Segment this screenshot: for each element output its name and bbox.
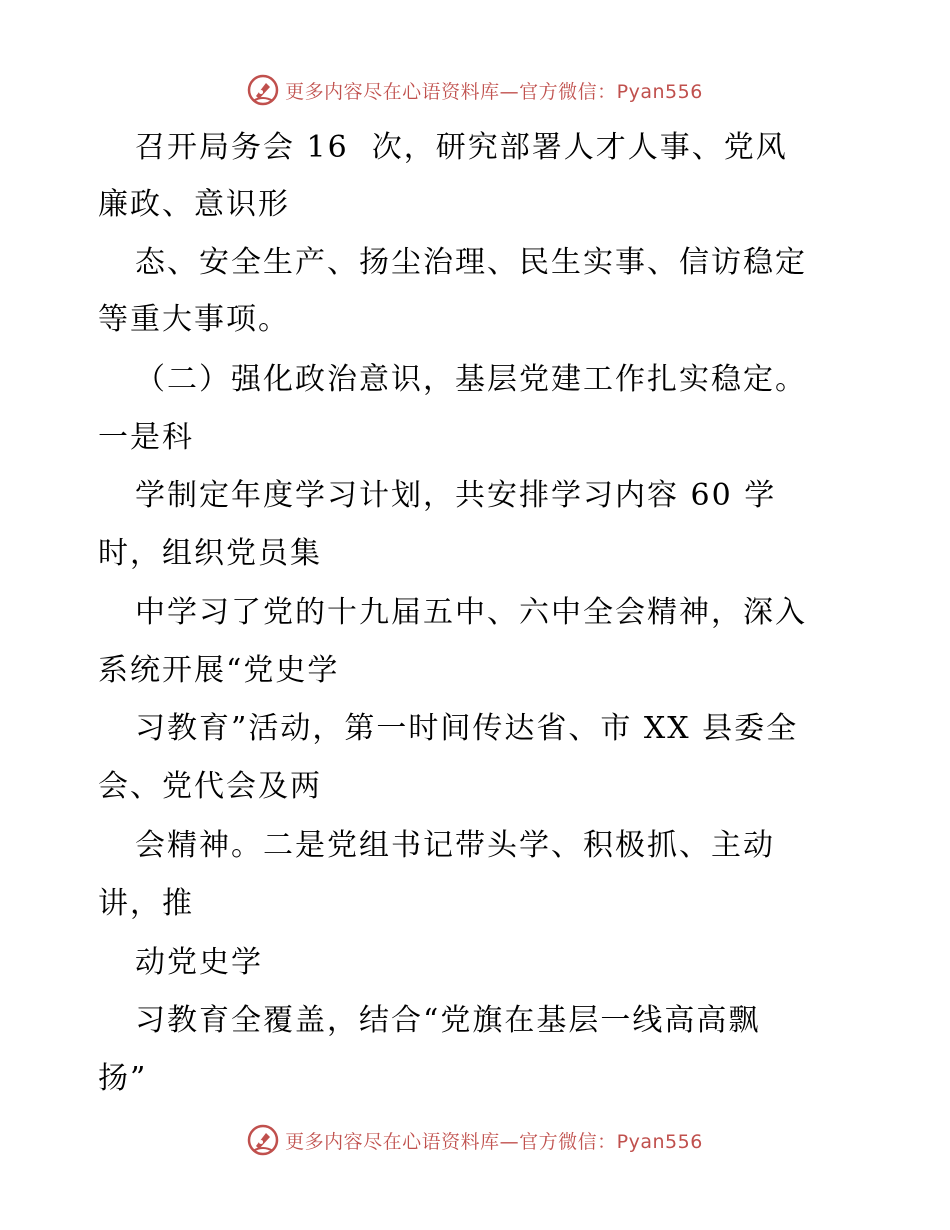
body-line: 习教育全覆盖，结合“党旗在基层一线高高飘 — [135, 1003, 761, 1038]
body-line: 系统开展“党史学 — [98, 653, 340, 688]
body-line: 中学习了党的十九届五中、六中全会精神，深入 — [135, 595, 807, 630]
header-watermark — [0, 70, 950, 110]
body-line: 时，组织党员集 — [98, 536, 322, 571]
body-line: 动党史学 — [135, 945, 263, 980]
watermark-text: 更多内容尽在心语资料库—官方微信：Pyan556 — [285, 80, 703, 103]
pen-nib-logo-icon — [247, 1124, 279, 1156]
body-line: 廉政、意识形 — [98, 187, 290, 222]
body-line: 讲，推 — [98, 886, 194, 921]
body-line: 学制定年度学习计划，共安排学习内容 60 学 — [135, 478, 777, 513]
body-line: 会、党代会及两 — [98, 769, 322, 804]
body-line: 等重大事项。 — [98, 302, 290, 337]
body-line: 习教育”活动，第一时间传达省、市 XX 县委全 — [135, 711, 799, 746]
body-line: 扬” — [98, 1061, 148, 1096]
body-line: 召开局务会 16 次，研究部署人才人事、党风 — [135, 130, 788, 165]
pen-nib-logo-icon — [247, 74, 279, 106]
body-line: （二）强化政治意识，基层党建工作扎实稳定。 — [135, 362, 807, 397]
body-line: 态、安全生产、扬尘治理、民生实事、信访稳定 — [135, 245, 807, 280]
watermark-text: 更多内容尽在心语资料库—官方微信：Pyan556 — [285, 1130, 703, 1153]
body-line: 会精神。二是党组书记带头学、积极抓、主动 — [135, 828, 775, 863]
footer-watermark — [0, 1120, 950, 1160]
body-line: 一是科 — [98, 420, 194, 455]
